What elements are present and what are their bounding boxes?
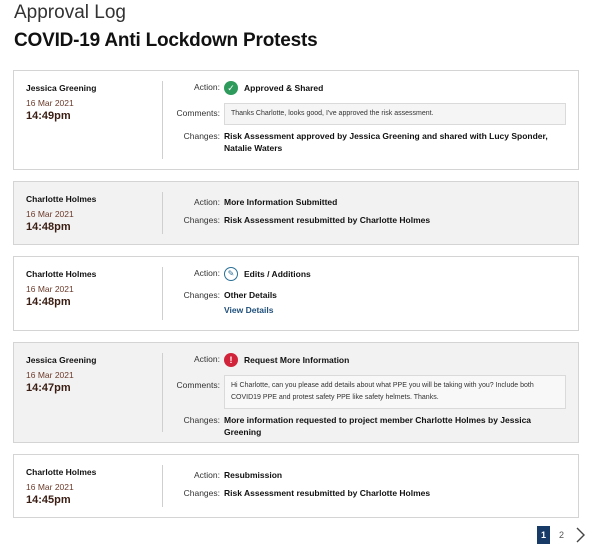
- action-value: More Information Submitted: [224, 197, 338, 207]
- entry-date: 16 Mar 2021: [26, 284, 74, 294]
- page-1-button[interactable]: 1: [537, 526, 550, 544]
- entry-fields: [172, 465, 566, 499]
- entry-fields: [172, 81, 566, 154]
- comment-text: Hi Charlotte, can you please add details about what PPE you will be taking with you? Include both COVID19 PPE and protest safety PPE like safety helmets. Thanks.: [224, 375, 566, 409]
- action-label: Action:: [194, 470, 220, 480]
- exclamation-icon: !: [224, 353, 238, 367]
- changes-label: Changes:: [183, 215, 220, 225]
- action-value: Approved & Shared: [244, 83, 324, 93]
- entry-divider: [162, 465, 163, 507]
- changes-label: Changes:: [183, 290, 220, 300]
- entry-meta: [26, 355, 162, 394]
- action-label: Action:: [194, 82, 220, 92]
- chevron-right-icon[interactable]: [574, 526, 586, 544]
- comments-label: Comments:: [176, 380, 220, 390]
- approval-log-list: [13, 70, 579, 529]
- entry-user: Charlotte Holmes: [26, 467, 97, 477]
- changes-row: [172, 130, 566, 154]
- pagination: [532, 526, 586, 544]
- entry-meta: [26, 194, 162, 233]
- action-row: [172, 192, 566, 212]
- entry-date: 16 Mar 2021: [26, 209, 74, 219]
- changes-value: More information requested to project member Charlotte Holmes by Jessica Greening: [224, 415, 532, 437]
- entry-date: 16 Mar 2021: [26, 370, 74, 380]
- entry-meta: [26, 269, 162, 308]
- action-label: Action:: [194, 197, 220, 207]
- entry-divider: [162, 192, 163, 234]
- page-2-button[interactable]: 2: [558, 530, 564, 540]
- changes-label: Changes:: [183, 415, 220, 425]
- comments-row: [172, 375, 566, 409]
- action-label: Action:: [194, 268, 220, 278]
- entry-date: 16 Mar 2021: [26, 482, 74, 492]
- log-entry: [13, 256, 579, 331]
- action-label: Action:: [194, 354, 220, 364]
- pencil-icon: ✎: [224, 267, 238, 281]
- changes-row: [172, 414, 566, 438]
- project-title: COVID-19 Anti Lockdown Protests: [14, 30, 318, 51]
- entry-meta: [26, 83, 162, 122]
- check-icon: ✓: [224, 81, 238, 95]
- comments-label: Comments:: [176, 108, 220, 118]
- view-details-link[interactable]: View Details: [224, 305, 274, 315]
- entry-user: Jessica Greening: [26, 83, 97, 93]
- entry-time: 14:47pm: [26, 382, 71, 394]
- changes-label: Changes:: [183, 131, 220, 141]
- entry-user: Jessica Greening: [26, 355, 97, 365]
- changes-value: Risk Assessment resubmitted by Charlotte Holmes: [224, 488, 431, 498]
- entry-fields: [172, 353, 566, 438]
- action-row: [172, 81, 566, 101]
- entry-user: Charlotte Holmes: [26, 194, 97, 204]
- entry-fields: [172, 192, 566, 226]
- changes-value: Risk Assessment resubmitted by Charlotte Holmes: [224, 215, 431, 225]
- entry-time: 14:45pm: [26, 494, 71, 506]
- entry-time: 14:48pm: [26, 221, 71, 233]
- page-header: [14, 2, 317, 53]
- action-value: Request More Information: [244, 355, 350, 365]
- action-row: [172, 353, 566, 373]
- action-row: [172, 465, 566, 485]
- log-entry: [13, 181, 579, 245]
- entry-fields: [172, 267, 566, 316]
- comments-row: [172, 103, 566, 125]
- changes-value: Risk Assessment approved by Jessica Greening and shared with Lucy Sponder, Natalie Waters: [224, 131, 548, 153]
- changes-value: Other Details: [224, 290, 277, 300]
- log-entry: [13, 342, 579, 443]
- changes-label: Changes:: [183, 488, 220, 498]
- log-entry: [13, 70, 579, 170]
- entry-user: Charlotte Holmes: [26, 269, 97, 279]
- log-entry: [13, 454, 579, 518]
- entry-time: 14:48pm: [26, 296, 71, 308]
- action-value: Edits / Additions: [244, 269, 311, 279]
- entry-meta: [26, 467, 162, 506]
- changes-row: [172, 487, 566, 499]
- changes-row: [172, 214, 566, 226]
- comment-text: Thanks Charlotte, looks good, I've approved the risk assessment.: [224, 103, 566, 125]
- entry-divider: [162, 267, 163, 320]
- log-title: Approval Log: [14, 2, 126, 23]
- changes-row: [172, 289, 566, 316]
- entry-divider: [162, 353, 163, 432]
- entry-time: 14:49pm: [26, 110, 71, 122]
- action-row: [172, 267, 566, 287]
- action-value: Resubmission: [224, 470, 283, 480]
- entry-date: 16 Mar 2021: [26, 98, 74, 108]
- entry-divider: [162, 81, 163, 159]
